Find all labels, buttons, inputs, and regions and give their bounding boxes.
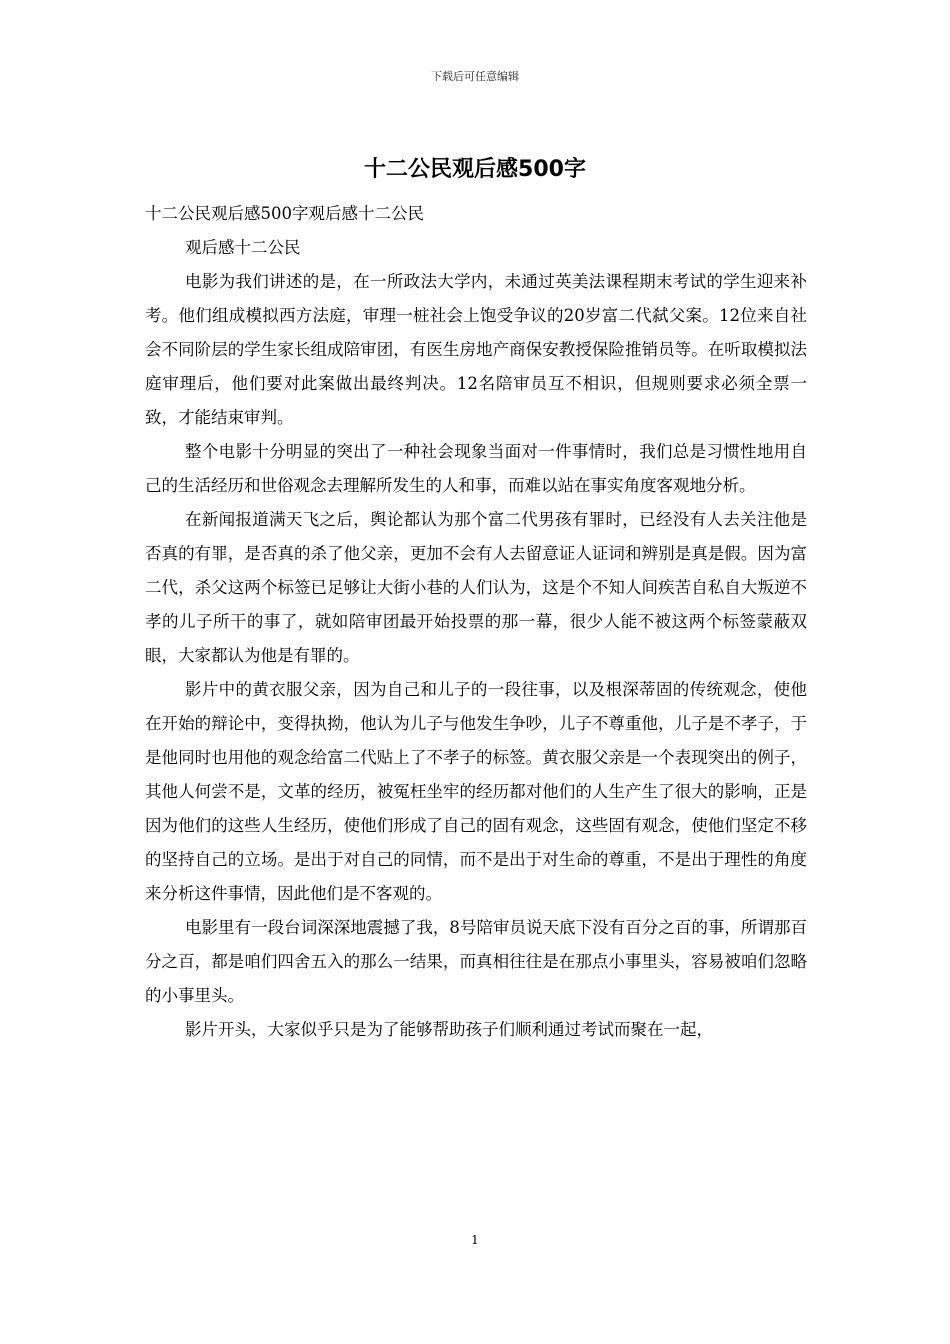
paragraph: 电影里有一段台词深深地震撼了我，8号陪审员说天底下没有百分之百的事，所谓那百分之百，都是咱们四舍五入的那么一结果，而真相往往是在那点小事里头，容易被咱们忽略的小事里头。	[145, 918, 807, 1005]
paragraph: 影片中的黄衣服父亲，因为自己和儿子的一段往事，以及根深蒂固的传统观念，使他在开始的辩论中，变得执拗，他认为儿子与他发生争吵，儿子不尊重他，儿子是不孝子，于是他同时也用他的观念给富二代贴上了不孝子的标签。黄衣服父亲是一个表现突出的例子，其他人何尝不是，文革的经历，被冤枉坐牢的经历都对他们的人生产生了很大的影响，正是因为他们的这些人生经历，使他们形成了自己的固有观念，这些固有观念，使他们坚定不移的坚持自己的立场。是出于对自己的同情，而不是出于对生命的尊重，不是出于理性的角度来分析这件事情，因此他们是不客观的。	[145, 680, 807, 903]
subtitle-line: 十二公民观后感500字观后感十二公民	[145, 204, 424, 223]
page-number: 1	[471, 1233, 479, 1247]
paragraph: 在新闻报道满天飞之后，舆论都认为那个富二代男孩有罪时，已经没有人去关注他是否真的有罪，是否真的杀了他父亲，更加不会有人去留意证人证词和辨别是真是假。因为富二代，杀父这两个标签已足够让大街小巷的人们认为，这是个不知人间疾苦自私自大叛逆不孝的儿子所干的事了，就如陪审团最开始投票的那一幕，很少人能不被这两个标签蒙蔽双眼，大家都认为他是有罪的。	[145, 510, 807, 665]
page-header-note: 下载后可任意编辑	[431, 70, 519, 83]
document-title: 十二公民观后感500字	[364, 157, 586, 182]
document-body	[145, 197, 807, 1047]
paragraph: 电影为我们讲述的是，在一所政法大学内，未通过英美法课程期末考试的学生迎来补考。他们组成模拟西方法庭，审理一桩社会上饱受争议的20岁富二代弑父案。12位来自社会不同阶层的学生家长组成陪审团，有医生房地产商保安教授保险推销员等。在听取模拟法庭审理后，他们要对此案做出最终判决。12名陪审员互不相识，但规则要求必须全票一致，才能结束审判。	[145, 272, 807, 427]
paragraph: 观后感十二公民	[185, 238, 301, 257]
paragraph: 影片开头，大家似乎只是为了能够帮助孩子们顺利通过考试而聚在一起，	[185, 1020, 713, 1039]
paragraph: 整个电影十分明显的突出了一种社会现象当面对一件事情时，我们总是习惯性地用自己的生活经历和世俗观念去理解所发生的人和事，而难以站在事实角度客观地分析。	[145, 442, 807, 495]
